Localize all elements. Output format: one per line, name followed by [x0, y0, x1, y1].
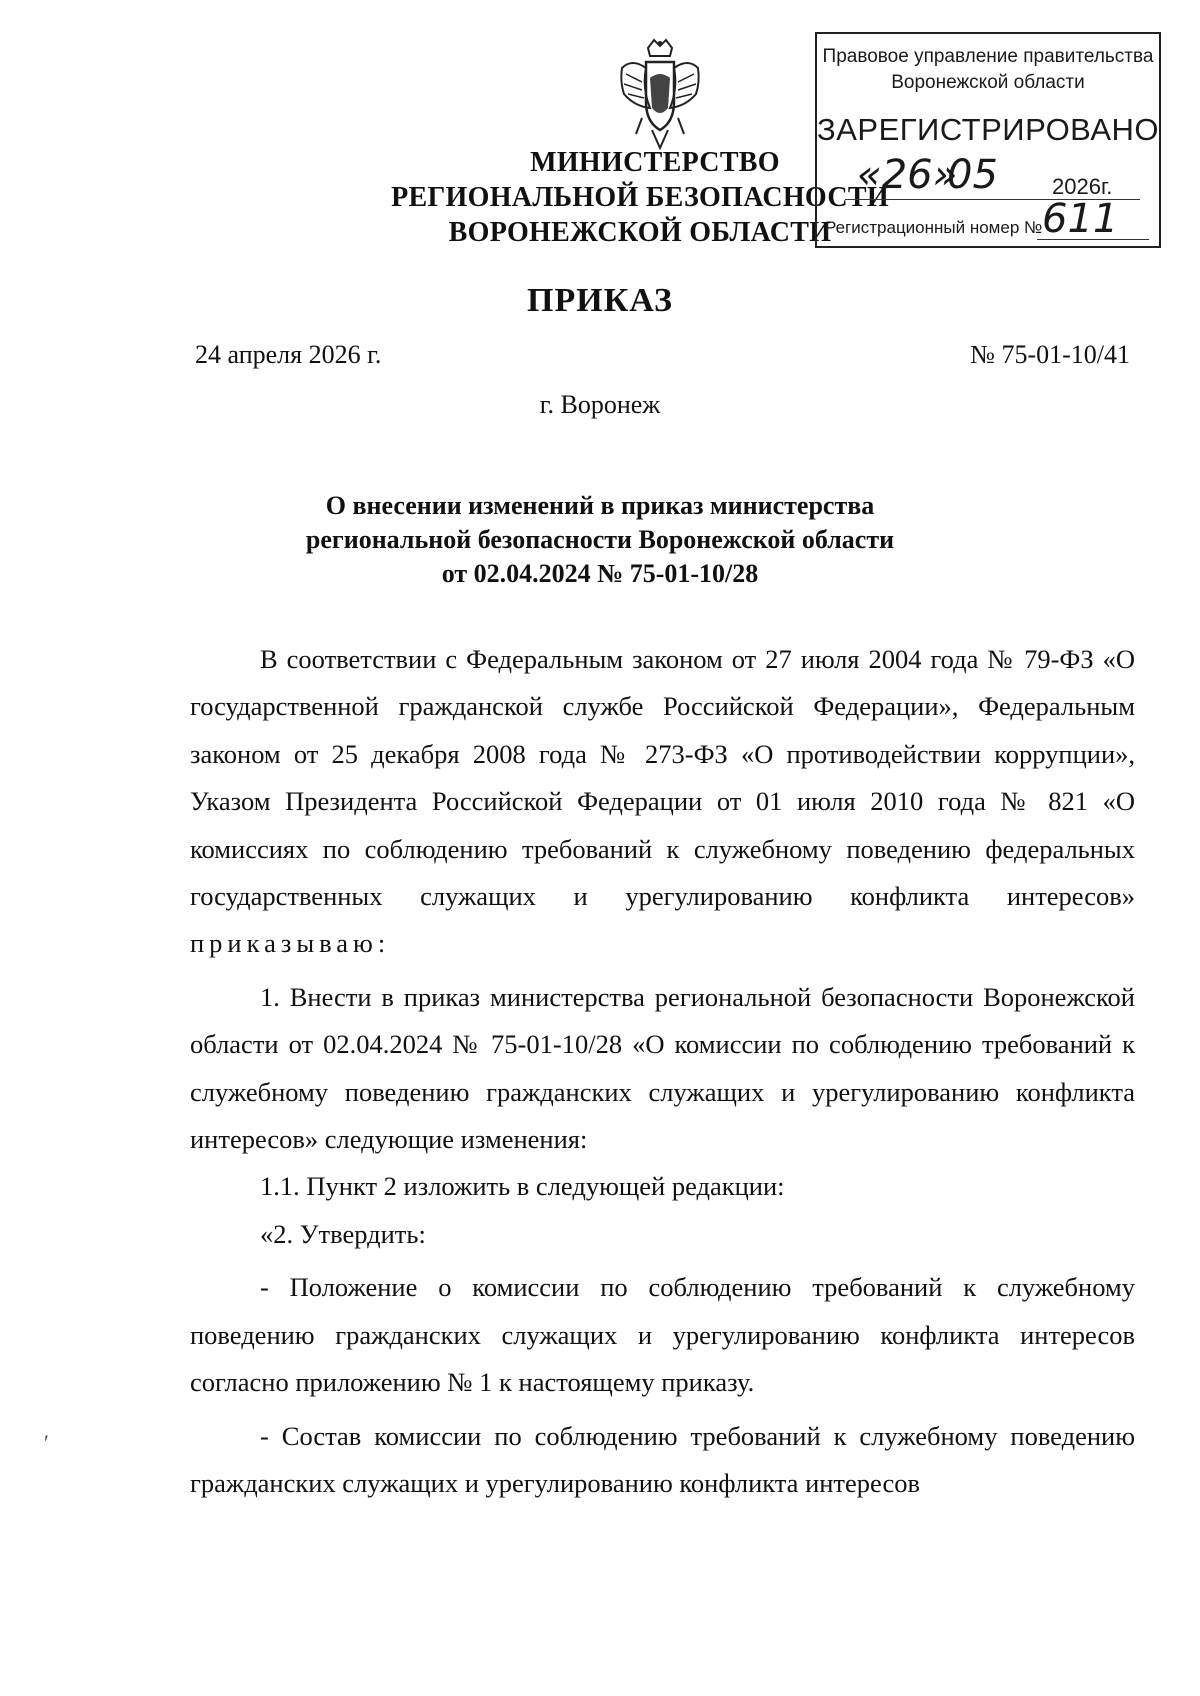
stamp-org-line2: Воронежской области	[891, 72, 1085, 93]
preamble-text: В соответствии с Федеральным законом от 27 июля 2004 года № 79-ФЗ «О государственной гражданской службе Российской Федерации», Федеральным законом от 25 декабря 2008 года № 273-ФЗ «О противодействии коррупции», Указом Президента Российской Федерации от 01 июля 2010 года № 821 «О комиссиях по соблюдению требований к служебному поведению федеральных государственных служащих и урегулированию конфликта интересов»	[190, 644, 1135, 912]
order-city: г. Воронеж	[539, 390, 661, 419]
stamp-year: 2026г.	[1052, 174, 1113, 199]
paragraph-composition: - Состав комиссии по соблюдению требований к служебному поведению гражданских служащих и урегулированию конфликта интересов	[190, 1420, 1135, 1498]
orders-word: приказываю:	[190, 928, 391, 959]
order-date: 24 апреля 2026 г.	[195, 340, 382, 369]
paragraph-approve: «2. Утвердить:	[260, 1218, 426, 1249]
order-body	[190, 636, 1135, 1507]
subject-line3: от 02.04.2024 № 75-01-10/28	[441, 559, 759, 588]
paragraph-regulation: - Положение о комиссии по соблюдению требований к служебному поведению гражданских служащих и урегулированию конфликта интересов согласно приложению № 1 к настоящему приказу.	[190, 1272, 1135, 1398]
paragraph-item-1-1: 1.1. Пункт 2 изложить в следующей редакции:	[260, 1171, 785, 1202]
paragraph-preamble	[190, 636, 1135, 968]
stamp-regnum: 611	[1042, 196, 1119, 242]
coat-of-arms-emblem	[612, 38, 708, 150]
ministry-name-line3: ВОРОНЕЖСКОЙ ОБЛАСТИ	[448, 217, 832, 248]
subject-line1: О внесении изменений в приказ министерства	[325, 491, 875, 520]
ministry-name-line2: РЕГИОНАЛЬНОЙ БЕЗОПАСНОСТИ	[391, 182, 889, 213]
stamp-day: «26»	[857, 152, 958, 198]
paragraph-item-1: 1. Внести в приказ министерства региональной безопасности Воронежской области от 02.04.2024 № 75-01-10/28 «О комиссии по соблюдению требований к служебному поведению гражданских служащих и урегулированию конфликта интересов» следующие изменения:	[190, 981, 1135, 1155]
order-number: № 75-01-10/41	[970, 340, 1130, 369]
registration-stamp	[815, 32, 1161, 248]
stamp-regnum-underline	[1037, 239, 1149, 240]
stamp-org-line1: Правовое управление правительства	[822, 46, 1154, 67]
stamp-regnum-label: Регистрационный номер №	[825, 218, 1043, 237]
ministry-name-line1: МИНИСТЕРСТВО	[530, 147, 780, 178]
order-title: ПРИКАЗ	[527, 282, 673, 319]
stamp-status: ЗАРЕГИСТРИРОВАНО	[817, 112, 1160, 147]
subject-line2: региональной безопасности Воронежской области	[305, 525, 895, 554]
stray-scan-mark: ′	[44, 1430, 49, 1455]
stamp-month: 05	[947, 152, 998, 198]
